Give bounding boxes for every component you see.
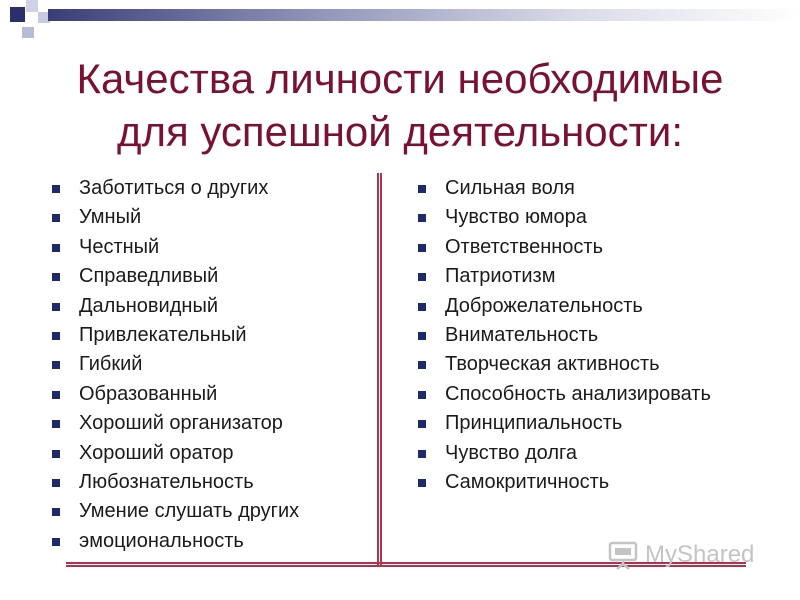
bullet-icon (418, 479, 426, 487)
list-item-label: Образованный (79, 382, 218, 405)
bullet-icon (52, 538, 60, 546)
list-item-label: Любознательность (79, 470, 254, 493)
bullet-icon (52, 332, 60, 340)
list-item-label: Внимательность (445, 323, 599, 346)
list-item (418, 292, 788, 321)
bullet-icon (418, 244, 426, 252)
list-item (52, 233, 372, 262)
list-item-label: Чувство долга (445, 441, 577, 464)
list-item (418, 439, 788, 468)
list-item-label: Самокритичность (445, 470, 610, 493)
bullet-icon (418, 420, 426, 428)
list-item (418, 203, 788, 232)
list-item (52, 380, 372, 409)
bullet-icon (52, 420, 60, 428)
bullet-icon (52, 450, 60, 458)
bullet-icon (52, 508, 60, 516)
list-item (52, 468, 372, 497)
list-item-label: Умный (79, 206, 142, 229)
list-item (418, 262, 788, 291)
list-item-label: Справедливый (79, 265, 219, 288)
list-item (52, 174, 372, 203)
bullet-icon (52, 244, 60, 252)
list-item-label: Заботиться о других (79, 177, 269, 199)
watermark-text: MyShared (645, 541, 755, 568)
bullet-icon (52, 303, 60, 311)
bullet-icon (52, 214, 60, 222)
bullet-icon (52, 185, 60, 193)
list-item (52, 527, 372, 556)
list-item (418, 174, 788, 203)
decorative-square (26, 0, 38, 12)
list-item-label: эмоциональность (79, 529, 244, 552)
list-item-label: Гибкий (79, 353, 143, 376)
slide-title (0, 52, 800, 158)
list-item (418, 380, 788, 409)
decorative-square (22, 27, 34, 38)
bullet-icon (418, 361, 426, 369)
list-item-label: Умение слушать других (79, 500, 300, 523)
list-item-label: Творческая активность (445, 353, 660, 376)
bullet-icon (52, 273, 60, 281)
slide-title-line1: Качества личности необходимые (76, 55, 724, 102)
list-item-label: Привлекательный (79, 323, 247, 346)
slide-title-line2: для успешной деятельности: (116, 108, 684, 155)
bullet-icon (418, 214, 426, 222)
list-item (52, 350, 372, 379)
list-item (418, 468, 788, 497)
list-item (52, 203, 372, 232)
right-qualities-list (418, 174, 788, 497)
presentation-board-icon (607, 539, 639, 571)
column-divider (377, 173, 382, 565)
bullet-icon (52, 391, 60, 399)
list-item (52, 409, 372, 438)
bullet-icon (418, 185, 426, 193)
bullet-icon (418, 303, 426, 311)
list-item-label: Патриотизм (445, 265, 556, 288)
list-item-label: Хороший оратор (79, 441, 234, 464)
left-qualities-list (52, 174, 372, 556)
list-item (52, 292, 372, 321)
list-item-label: Чувство юмора (445, 206, 587, 229)
list-item (418, 409, 788, 438)
bullet-icon (52, 361, 60, 369)
list-item (418, 321, 788, 350)
bullet-icon (418, 273, 426, 281)
myshared-watermark (607, 537, 754, 573)
list-item-label: Сильная воля (445, 177, 575, 199)
list-item (52, 321, 372, 350)
decorative-square (10, 7, 25, 22)
list-item-label: Хороший организатор (79, 412, 283, 435)
list-item-label: Дальновидный (79, 294, 218, 317)
header-gradient-strip (48, 9, 800, 21)
list-item (418, 233, 788, 262)
bullet-icon (418, 391, 426, 399)
list-item (418, 350, 788, 379)
list-item (52, 439, 372, 468)
bullet-icon (418, 332, 426, 340)
list-item-label: Доброжелательность (445, 294, 643, 317)
bullet-icon (52, 479, 60, 487)
list-item-label: Ответственность (445, 235, 603, 258)
list-item (52, 497, 372, 526)
list-item (52, 262, 372, 291)
list-item-label: Принципиальность (445, 412, 623, 435)
list-item-label: Способность анализировать (445, 382, 711, 405)
bullet-icon (418, 450, 426, 458)
list-item-label: Честный (79, 235, 160, 258)
